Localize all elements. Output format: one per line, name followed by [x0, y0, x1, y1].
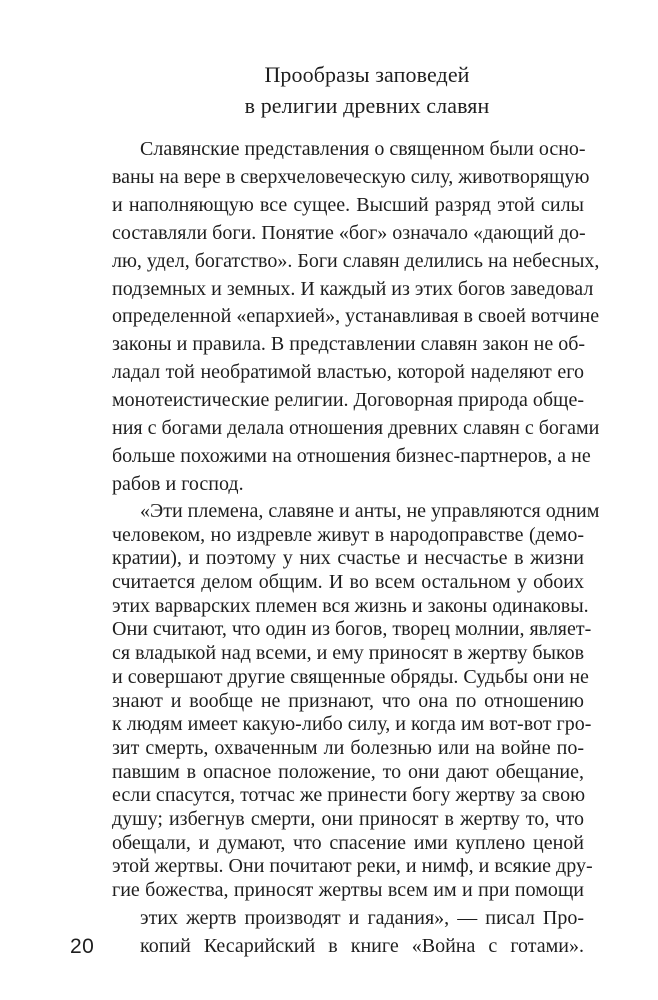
text-line: монотеистические религии. Договорная природа обще-	[112, 389, 584, 411]
text-line: этой жертвы. Они почитают реки, и нимф, и всякие дру-	[112, 855, 593, 877]
text-line: к людям имеет какую-либо силу, и когда им вот-вот гро-	[112, 713, 592, 735]
text-line: законы и правила. В представлении славян закон не об-	[112, 333, 586, 355]
text-line: считается делом общим. И во всем остальном у обоих	[112, 571, 584, 593]
text-line: копий Кесарийский в книге «Война с готами».	[140, 935, 584, 957]
text-line: если спасутся, тотчас же принести богу жертву за свою	[112, 784, 586, 806]
heading-line-1: Прообразы заповедей	[264, 62, 470, 87]
text-line: ваны на вере в сверхчеловеческую силу, животворящую	[112, 166, 590, 188]
text-line: этих жертв производят и гадания», — писал Про-	[140, 907, 584, 929]
text-line: кратии), и поэтому у них счастье и несчастье в жизни	[112, 547, 584, 569]
text-line: знают и вообще не признают, что она по отношению	[112, 690, 584, 712]
text-line: душу; избегнув смерти, они приносят в жертву то, что	[112, 808, 584, 830]
text-line: определенной «епархией», устанавливая в своей вотчине	[112, 305, 600, 327]
text-line: и наполняющую все сущее. Высший разряд этой силы	[112, 194, 584, 216]
text-line: больше похожими на отношения бизнес-партнеров, а не	[112, 445, 591, 467]
page-number: 20	[70, 935, 95, 958]
text-line: Они считают, что один из богов, творец молнии, являет-	[112, 618, 592, 640]
text-line: «Эти племена, славяне и анты, не управляются одним	[140, 500, 600, 522]
text-line: лю, удел, богатство». Боги славян делились на небесных,	[112, 250, 600, 272]
text-line: ния с богами делала отношения древних славян с богами	[112, 417, 600, 439]
text-line: гие божества, приносят жертвы всем им и при помощи	[112, 879, 584, 901]
text-line: павшим в опасное положение, то они дают обещание,	[112, 761, 584, 783]
text-line: составляли боги. Понятие «бог» означало «дающий до-	[112, 222, 586, 244]
text-line: зит смерть, охваченным ли болезнью или на войне по-	[112, 737, 584, 759]
text-line: ладал той необратимой властью, которой наделяют его	[112, 361, 584, 383]
text-line: обещали, и думают, что спасение ими куплено ценой	[112, 832, 584, 854]
text-line: Славянские представления о священном были осно-	[140, 138, 586, 160]
text-line: и совершают другие священные обряды. Судьбы они не	[112, 666, 589, 688]
heading-line-2: в религии древних славян	[244, 93, 490, 118]
text-line: рабов и господ.	[112, 473, 244, 495]
text-line: ся владыкой над всеми, и ему приносят в жертву быков	[112, 642, 585, 664]
text-line: человеком, но издревле живут в народоправстве (демо-	[112, 524, 584, 546]
text-line: этих варварских племен вся жизнь и законы одинаковы.	[112, 595, 589, 617]
text-line: подземных и земных. И каждый из этих богов заведовал	[112, 278, 594, 300]
